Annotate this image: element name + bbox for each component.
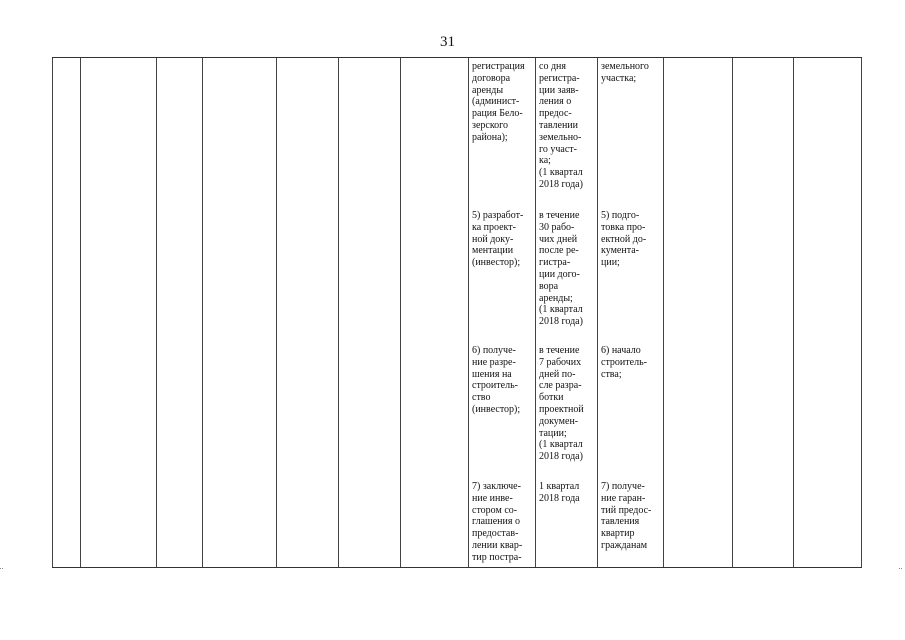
table-border-left xyxy=(52,58,53,567)
column-divider xyxy=(276,58,277,567)
table-border-right xyxy=(861,58,862,567)
term-cell: в течение 7 рабочих дней по- сле разра- ботки проектной докумен- тации; (1 квартал 2018 года) xyxy=(539,345,584,463)
column-divider xyxy=(535,58,536,567)
term-cell: 1 квартал 2018 года xyxy=(539,481,580,504)
column-divider xyxy=(468,58,469,567)
result-cell: 6) начало строитель- ства; xyxy=(601,345,647,380)
plan-table xyxy=(52,57,862,568)
column-divider xyxy=(793,58,794,567)
column-divider xyxy=(663,58,664,567)
scan-margin-mark xyxy=(0,568,3,569)
column-divider xyxy=(80,58,81,567)
column-divider xyxy=(400,58,401,567)
column-divider xyxy=(156,58,157,567)
action-cell: регистрация договора аренды (админист- рация Бело- зерского района); xyxy=(472,61,525,143)
term-cell: со дня регистра- ции заяв- ления о предос- тавлении земельно- го участ- ка; (1 квартал 2018 года) xyxy=(539,61,583,190)
column-divider xyxy=(732,58,733,567)
term-cell: в течение 30 рабо- чих дней после ре- гистра- ции дого- вора аренды; (1 квартал 2018 года) xyxy=(539,210,583,328)
action-cell: 6) получе- ние разре- шения на строитель- ство (инвестор); xyxy=(472,345,521,415)
action-cell: 5) разработ- ка проект- ной доку- ментации (инвестор); xyxy=(472,210,524,269)
result-cell: 7) получе- ние гаран- тий предос- тавления квартир гражданам xyxy=(601,481,652,551)
column-divider xyxy=(597,58,598,567)
column-divider xyxy=(202,58,203,567)
column-divider xyxy=(338,58,339,567)
scan-margin-mark xyxy=(899,568,902,569)
action-cell: 7) заключе- ние инве- стором со- глашения о предостав- лении квар- тир постра- xyxy=(472,481,523,563)
result-cell: 5) подго- товка про- ектной до- кумента- ции; xyxy=(601,210,647,269)
result-cell: земельного участка; xyxy=(601,61,649,84)
page-number: 31 xyxy=(440,34,455,50)
